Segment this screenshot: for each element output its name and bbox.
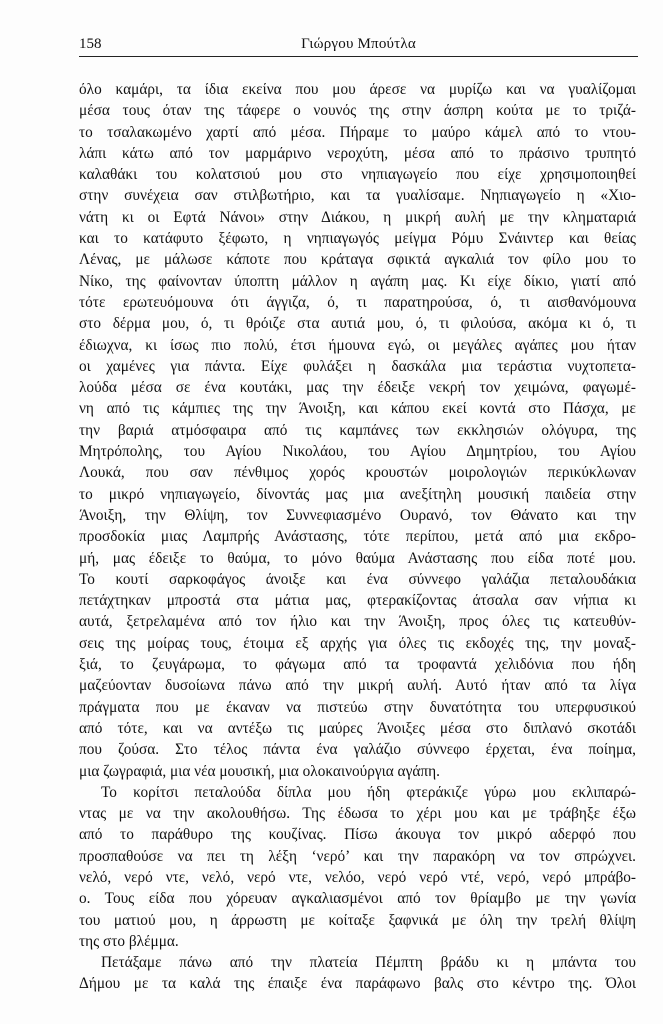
text-line: Μητρόπολης, του Αγίου Νικολάου, του Αγίου Δημητρίου, του Αγίου (79, 443, 636, 461)
text-line: μαζεύονταν δυσοίωνα πάνω από την μικρή αυλή. Αυτό ήταν από τα λίγα (79, 677, 636, 695)
text-line: Άνοιξη, την Θλίψη, τον Συννεφιασμένο Ουρανό, τον Θάνατο και την (79, 506, 636, 524)
paragraph (79, 952, 636, 995)
text-line: που ζούσα. Στο τέλος πάντα ένα γαλάζιο σύννεφο έρχεται, ένα ποίημα, (79, 741, 636, 759)
text-line: έδιωχνα, κι ίσως πιο πολύ, έτσι ήμουνα εγώ, οι μεγάλες αγάπες μου ήταν (79, 336, 636, 354)
text-line: του ματιού μου, η άρρωστη με κοίταξε ξαφνικά με όλη την τρελή θλίψη (79, 911, 636, 929)
text-line: το τσαλακωμένο χαρτί από μέσα. Πήραμε το μαύρο κάμελ από το ντου- (79, 123, 636, 141)
text-line: Δήμου με τα καλά της έπαιξε ένα παράφωνο βαλς στο κέντρο της. Όλοι (79, 975, 636, 993)
text-line: μή, μας έδειξε το θαύμα, το μόνο θαύμα Ανάστασης που είδα ποτέ μου. (79, 549, 636, 567)
header-rule (79, 56, 638, 57)
text-line: Το κουτί σαρκοφάγος άνοιξε και ένα σύννεφο γαλάζια πεταλουδάκια (79, 570, 636, 588)
text-line: Λένας, με μάλωσε κάποτε που κράταγα σφικτά αγκαλιά τον φίλο μου το (79, 251, 636, 269)
text-line: Το κορίτσι πεταλούδα δίπλα μου ήδη φτεράκιζε γύρω μου εκλιπαρώ- (101, 783, 636, 801)
page-header (79, 34, 638, 58)
text-line: το μικρό νηπιαγωγείο, δίνοντάς μας μια ανεξίτηλη μουσική παιδεία στην (79, 485, 636, 503)
text-line: νάτη κι οι Εφτά Νάνοι» στην Διάκου, η μικρή αυλή με την κληματαριά (79, 208, 636, 226)
text-line: καλαθάκι του κολατσιού μου στο νηπιαγωγείο που είχε χρησιμοποιηθεί (79, 166, 636, 184)
text-line: προσδοκία μιας Λαμπρής Ανάστασης, τότε περίπου, μετά από μια εκδρο- (79, 528, 636, 546)
text-line: λάπι κάτω από τον μαρμάρινο νεροχύτη, μέσα από το πράσινο τρυπητό (79, 144, 636, 162)
text-line: οι χαμένες για πάντα. Είχε φυλάξει η δασκάλα μια τεράστια νυχτοπετα- (79, 357, 636, 375)
text-line: και το κατάφυτο ξέφωτο, η νηπιαγωγός μείγμα Ρόμυ Σνάιντερ και θείας (79, 230, 636, 248)
paragraph (79, 782, 636, 952)
text-line: από τότε, και να αντέξω τις μαύρες Άνοιξες μέσα στο διπλανό σκοτάδι (79, 719, 636, 737)
text-line: την βαριά ατμόσφαιρα από τις καμπάνες των εκκλησιών ολόγυρα, της (79, 421, 636, 439)
text-line: μια ζωγραφιά, μια νέα μουσική, μια ολοκαινούργια αγάπη. (79, 762, 440, 780)
text-line: πετάχτηκαν μπροστά στα μάτια μας, φτερακίζοντας άτσαλα σαν νήπια κι (79, 592, 636, 610)
text-line: μέσα τους όταν της τάφερε ο νουνός της στην άσπρη κούτα με το τριζά- (79, 102, 636, 120)
text-line: όλο καμάρι, τα ίδια εκείνα που μου άρεσε να μυρίζω και να γυαλίζομαι (79, 81, 636, 98)
text-line: νη από τις κάμπιες της την Άνοιξη, και κάπου εκεί κοντά στο Πάσχα, με (79, 400, 636, 418)
text-line: αυτά, ξετρελαμένα από τον ήλιο και την Άνοιξη, προς όλες τις κατευθύν- (79, 613, 636, 631)
text-line: Πετάξαμε πάνω από την πλατεία Πέμπτη βράδυ κι η μπάντα του (101, 954, 636, 972)
running-head-author: Γιώργου Μπούτλα (301, 36, 416, 52)
page-number: 158 (79, 36, 102, 52)
paragraph (79, 79, 636, 782)
text-line: ξιά, το ζευγάρωμα, το φάγωμα από τα τροφαντά χελιδόνια που ήδη (79, 656, 636, 674)
text-line: τότε ερωτευόμουνα ότι άγγιζα, ό, τι παρατηρούσα, ό, τι αισθανόμουνα (79, 293, 636, 311)
text-line: της στο βλέμμα. (79, 932, 179, 950)
text-line: ντας με να την ακολουθήσω. Της έδωσα το χέρι μου και με τράβηξε έξω (79, 805, 636, 823)
text-line: Λουκά, που σαν πένθιμος χορός κρουστών μοιρολογιών περικύκλωναν (79, 464, 636, 482)
text-line: πράγματα που με έκαναν να πιστεύω στην δυνατότητα του υπερφυσικού (79, 698, 636, 716)
text-line: από το παράθυρο της κουζίνας. Πίσω άκουγα τον μικρό αδερφό που (79, 826, 636, 844)
text-line: λούδα μέσα σε ένα κουτάκι, μας την έδειξε νεκρή τον χειμώνα, φαγωμέ- (79, 379, 636, 397)
text-line: Νίκο, της φαίνονταν ύποπτη μάλλον η αγάπη μας. Κι είχε δίκιο, γιατί από (79, 272, 636, 290)
text-line: προσπαθούσε να πει τη λέξη ‘νερό’ και την παρακόρη να τον σπρώχνει. (79, 847, 636, 865)
text-line: σεις της μοίρας τους, έτοιμα εξ αρχής για όλες τις εκδοχές της, την μοναξ- (79, 634, 636, 652)
text-line: ο. Τους είδα που χόρευαν αγκαλιασμένοι από τον θρίαμβο με την γωνία (79, 890, 636, 908)
text-line: στην συνέχεια σαν στιλβωτήριο, και τα γυαλίσαμε. Νηπιαγωγείο η «Χιο- (79, 187, 636, 205)
body-text (79, 79, 636, 995)
text-line: στο δέρμα μου, ό, τι θρόιζε στα αυτιά μου, ό, τι φιλούσα, ακόμα κι ό, τι (79, 315, 636, 333)
text-line: νελό, νερό ντε, νελό, νερό ντε, νελόο, νερό νερό ντέ, νερό, νερό μπράβο- (79, 868, 636, 886)
